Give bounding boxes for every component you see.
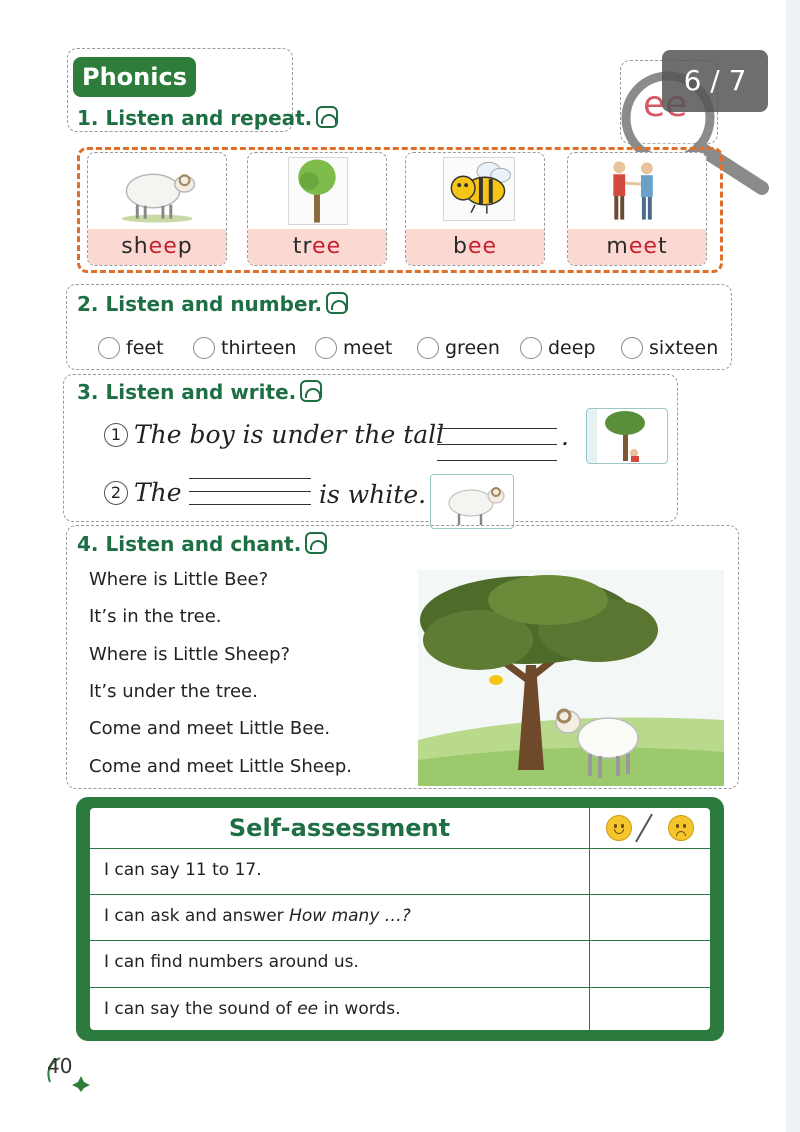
sad-face-icon: [668, 815, 694, 841]
table-column-divider: [589, 808, 590, 1030]
chant-line: Where is Little Bee?: [89, 569, 269, 590]
assessment-item-3: I can find numbers around us.: [104, 952, 359, 972]
sentence-2-text-start: The: [134, 478, 182, 507]
page-number: 40: [47, 1054, 73, 1078]
chant-line: Come and meet Little Bee.: [89, 718, 331, 739]
sentence-1-text: The boy is under the tall: [134, 420, 445, 449]
write-line[interactable]: [437, 444, 557, 445]
rating-cell[interactable]: [592, 896, 710, 940]
section3-title-text: 3. Listen and write.: [77, 380, 297, 404]
boy-under-tree-image: [586, 408, 668, 464]
section2-title-text: 2. Listen and number.: [77, 292, 323, 316]
number-circle[interactable]: [417, 337, 439, 359]
table-divider: [90, 848, 710, 849]
number-circle[interactable]: [193, 337, 215, 359]
assessment-item-1: I can say 11 to 17.: [104, 860, 262, 880]
chant-line: Where is Little Sheep?: [89, 644, 291, 665]
rating-cell[interactable]: [592, 850, 710, 894]
page-counter: 6 / 7: [662, 50, 768, 112]
rating-cell[interactable]: [592, 942, 710, 987]
card-bee[interactable]: [405, 152, 545, 266]
sentence-1: [104, 420, 444, 449]
right-edge-strip: [786, 0, 800, 1132]
sheep-image: [430, 474, 514, 529]
sentence-1-period: .: [561, 422, 569, 451]
audio-icon[interactable]: [305, 532, 327, 554]
sentence-2-end: is white.: [319, 480, 427, 509]
audio-icon[interactable]: [326, 292, 348, 314]
sentence-2-number: 2: [104, 481, 128, 505]
word-sheep: sheep: [88, 229, 226, 265]
write-line: [437, 428, 557, 429]
word-tree: tree: [248, 229, 386, 265]
tree-sheep-illustration: [418, 570, 724, 786]
number-circle[interactable]: [520, 337, 542, 359]
card-sheep[interactable]: [87, 152, 227, 266]
chant-line: It’s in the tree.: [89, 606, 222, 627]
number-circle[interactable]: [98, 337, 120, 359]
audio-icon[interactable]: [316, 106, 338, 128]
tree-icon: [587, 409, 668, 464]
rating-cell[interactable]: [592, 989, 710, 1030]
self-assessment-title: Self-assessment: [228, 814, 451, 842]
write-line: [189, 504, 311, 505]
phonics-tag: Phonics: [73, 57, 196, 97]
write-line: [189, 478, 311, 479]
bee-icon: [406, 153, 544, 229]
option-deep[interactable]: deep: [520, 336, 596, 360]
happy-face-icon: [606, 815, 632, 841]
card-tree[interactable]: [247, 152, 387, 266]
option-feet[interactable]: feet: [98, 336, 164, 360]
table-divider: [90, 940, 710, 941]
section1-title-text: 1. Listen and repeat.: [77, 106, 313, 130]
word-meet: meet: [568, 229, 706, 265]
section1-title: [77, 106, 338, 130]
chant-line: It’s under the tree.: [89, 681, 258, 702]
write-line: [437, 460, 557, 461]
assessment-item-2: I can ask and answer How many …?: [104, 906, 411, 926]
number-circle[interactable]: [315, 337, 337, 359]
tree-icon: [248, 153, 386, 229]
sentence-2-start: [104, 478, 182, 507]
chant-line: Come and meet Little Sheep.: [89, 756, 353, 777]
section4-title-text: 4. Listen and chant.: [77, 532, 302, 556]
option-sixteen[interactable]: sixteen: [621, 336, 718, 360]
table-divider: [90, 894, 710, 895]
option-green[interactable]: green: [417, 336, 500, 360]
option-thirteen[interactable]: thirteen: [193, 336, 296, 360]
sentence-1-number: 1: [104, 423, 128, 447]
write-line[interactable]: [189, 491, 311, 492]
audio-icon[interactable]: [300, 380, 322, 402]
section3-title: [77, 380, 322, 404]
sheep-icon: [88, 153, 226, 229]
table-divider: [90, 987, 710, 988]
number-circle[interactable]: [621, 337, 643, 359]
card-meet[interactable]: [567, 152, 707, 266]
section2-title: [77, 292, 348, 316]
boys-meeting-icon: [568, 153, 706, 229]
sheep-icon: [431, 475, 514, 529]
option-meet[interactable]: meet: [315, 336, 392, 360]
assessment-item-4: I can say the sound of ee in words.: [104, 999, 401, 1019]
word-bee: bee: [406, 229, 544, 265]
section4-title: [77, 532, 327, 556]
